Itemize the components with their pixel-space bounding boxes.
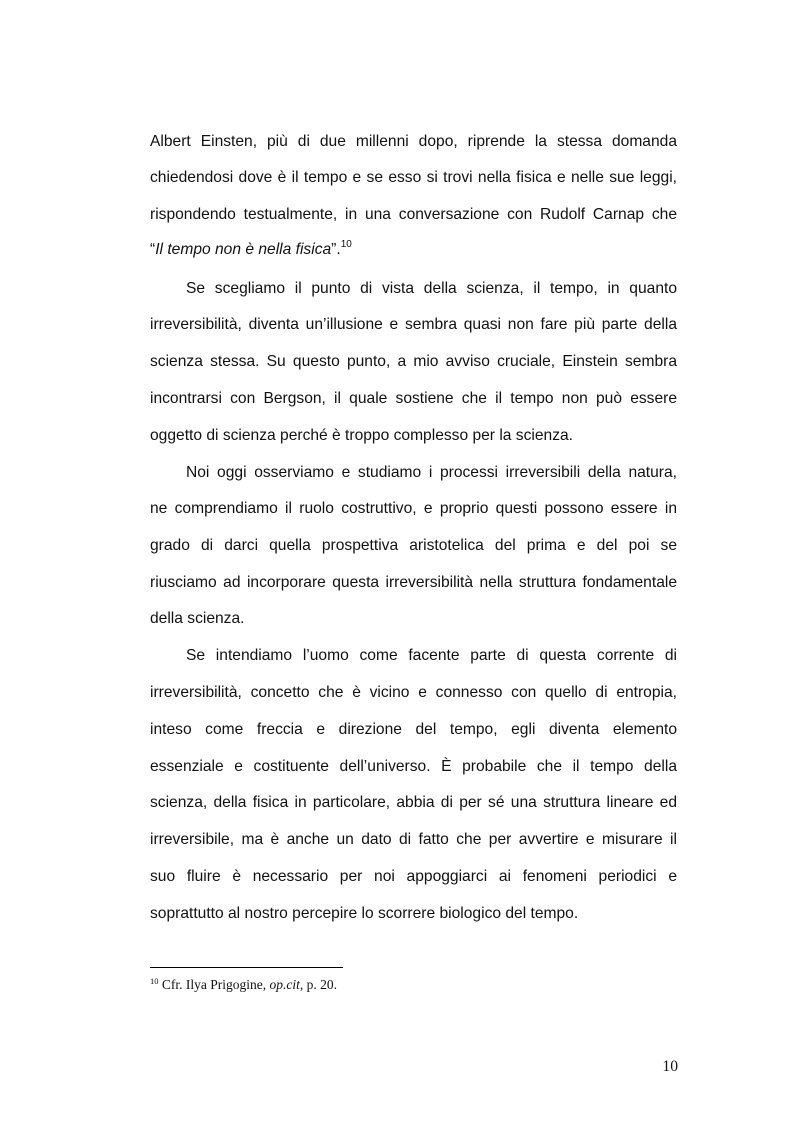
body-line: rispondendo testualmente, in una conversazione con Rudolf Carnap che: [150, 206, 677, 223]
body-line: Se intendiamo l’uomo come facente parte di questa corrente di: [186, 647, 677, 664]
body-line: ne comprendiamo il ruolo costruttivo, e proprio questi possono essere in: [150, 500, 677, 517]
footnote-separator: [150, 967, 343, 968]
body-line: grado di darci quella prospettiva aristotelica del prima e del poi se: [150, 537, 677, 554]
body-line: riusciamo ad incorporare questa irreversibilità nella struttura fondamentale: [150, 574, 677, 591]
body-line: irreversibilità, diventa un’illusione e sembra quasi non fare più parte della: [150, 316, 677, 333]
footnote: [150, 976, 337, 994]
footnote-italic: op.cit: [269, 977, 300, 992]
body-line: scienza stessa. Su questo punto, a mio avviso cruciale, Einstein sembra: [150, 353, 677, 370]
body-line: oggetto di scienza perché è troppo complesso per la scienza.: [150, 427, 574, 444]
body-line: essenziale e costituente dell’universo. È probabile che il tempo della: [150, 758, 677, 775]
footnote-reference: 10: [340, 239, 352, 250]
footnote-text-after: , p. 20.: [299, 977, 337, 992]
body-line: della scienza.: [150, 610, 245, 627]
body-line: Se scegliamo il punto di vista della scienza, il tempo, in quanto: [186, 280, 677, 297]
body-line: suo fluire è necessario per noi appoggiarci ai fenomeni periodici e: [150, 868, 677, 885]
quote-italic: Il tempo non è nella fisica: [155, 241, 332, 258]
quote-close: ”.: [331, 241, 341, 258]
body-line: irreversibile, ma è anche un dato di fatto che per avvertire e misurare il: [150, 831, 677, 848]
body-line: incontrarsi con Bergson, il quale sostiene che il tempo non può essere: [150, 390, 677, 407]
body-line: Albert Einsten, più di due millenni dopo, riprende la stessa domanda: [150, 133, 677, 150]
body-line: chiedendosi dove è il tempo e se esso si trovi nella fisica e nelle sue leggi,: [150, 169, 677, 186]
body-line: scienza, della fisica in particolare, abbia di per sé una struttura lineare ed: [150, 794, 677, 811]
body-line: Noi oggi osserviamo e studiamo i processi irreversibili della natura,: [186, 464, 677, 481]
body-line: irreversibilità, concetto che è vicino e connesso con quello di entropia,: [150, 684, 677, 701]
body-line: soprattutto al nostro percepire lo scorrere biologico del tempo.: [150, 905, 579, 922]
page-number: 10: [662, 1058, 678, 1075]
quote-open: “: [150, 241, 156, 258]
body-line: inteso come freccia e direzione del tempo, egli diventa elemento: [150, 721, 677, 738]
body-line-quote: [150, 240, 677, 260]
footnote-number: 10: [150, 976, 159, 986]
footnote-text-before: Cfr. Ilya Prigogine,: [158, 977, 270, 992]
